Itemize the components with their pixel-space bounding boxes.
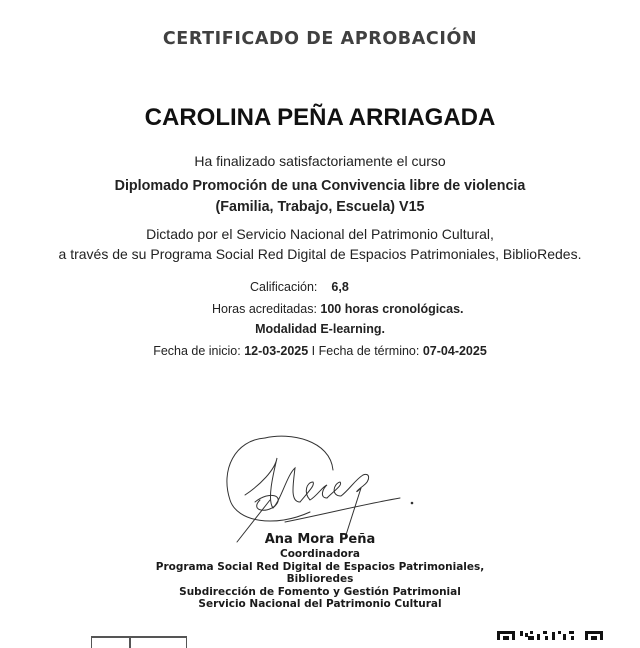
institution-logo — [91, 636, 187, 648]
issuer-statement — [0, 224, 640, 264]
dates-line — [0, 344, 640, 358]
grade-value: 6,8 — [331, 280, 349, 294]
student-name: CAROLINA PEÑA ARRIAGADA — [144, 104, 496, 131]
signer-name: Ana Mora Peña — [264, 532, 376, 547]
course-name — [0, 176, 640, 218]
course-name-line-1: Diplomado Promoción de una Convivencia libre de violencia — [114, 178, 526, 194]
date-separator: I — [308, 344, 319, 358]
issuer-line-1: Dictado por el Servicio Nacional del Patrimonio Cultural, — [146, 226, 494, 242]
end-date-label: Fecha de término: — [318, 344, 420, 358]
grade-line — [250, 280, 349, 294]
end-date-value: 07-04-2025 — [422, 344, 487, 358]
certificate-title: CERTIFICADO DE APROBACIÓN — [162, 29, 478, 49]
completion-statement: Ha finalizado satisfactoriamente el curso — [194, 153, 446, 169]
course-name-line-2: (Familia, Trabajo, Escuela) V15 — [215, 199, 425, 215]
signer-program-name: Biblioredes — [286, 573, 354, 585]
hours-value: 100 horas cronológicas. — [320, 302, 464, 316]
modality: Modalidad E-learning. — [255, 322, 385, 336]
hours-label: Horas acreditadas: — [212, 302, 317, 316]
qr-code — [497, 630, 603, 640]
hours-line — [212, 302, 464, 316]
issuer-line-2: a través de su Programa Social Red Digital de Espacios Patrimoniales, BiblioRedes. — [58, 246, 582, 262]
start-date-value: 12-03-2025 — [244, 344, 309, 358]
signer-program: Programa Social Red Digital de Espacios Patrimoniales, — [155, 561, 485, 573]
signer-subdivision: Subdirección de Fomento y Gestión Patrimonial — [179, 586, 461, 598]
signer-role: Coordinadora — [280, 548, 360, 560]
start-date-label: Fecha de inicio: — [153, 344, 241, 358]
signer-institution: Servicio Nacional del Patrimonio Cultural — [198, 598, 442, 610]
signature-image — [215, 430, 425, 545]
grade-label: Calificación: — [250, 280, 318, 294]
